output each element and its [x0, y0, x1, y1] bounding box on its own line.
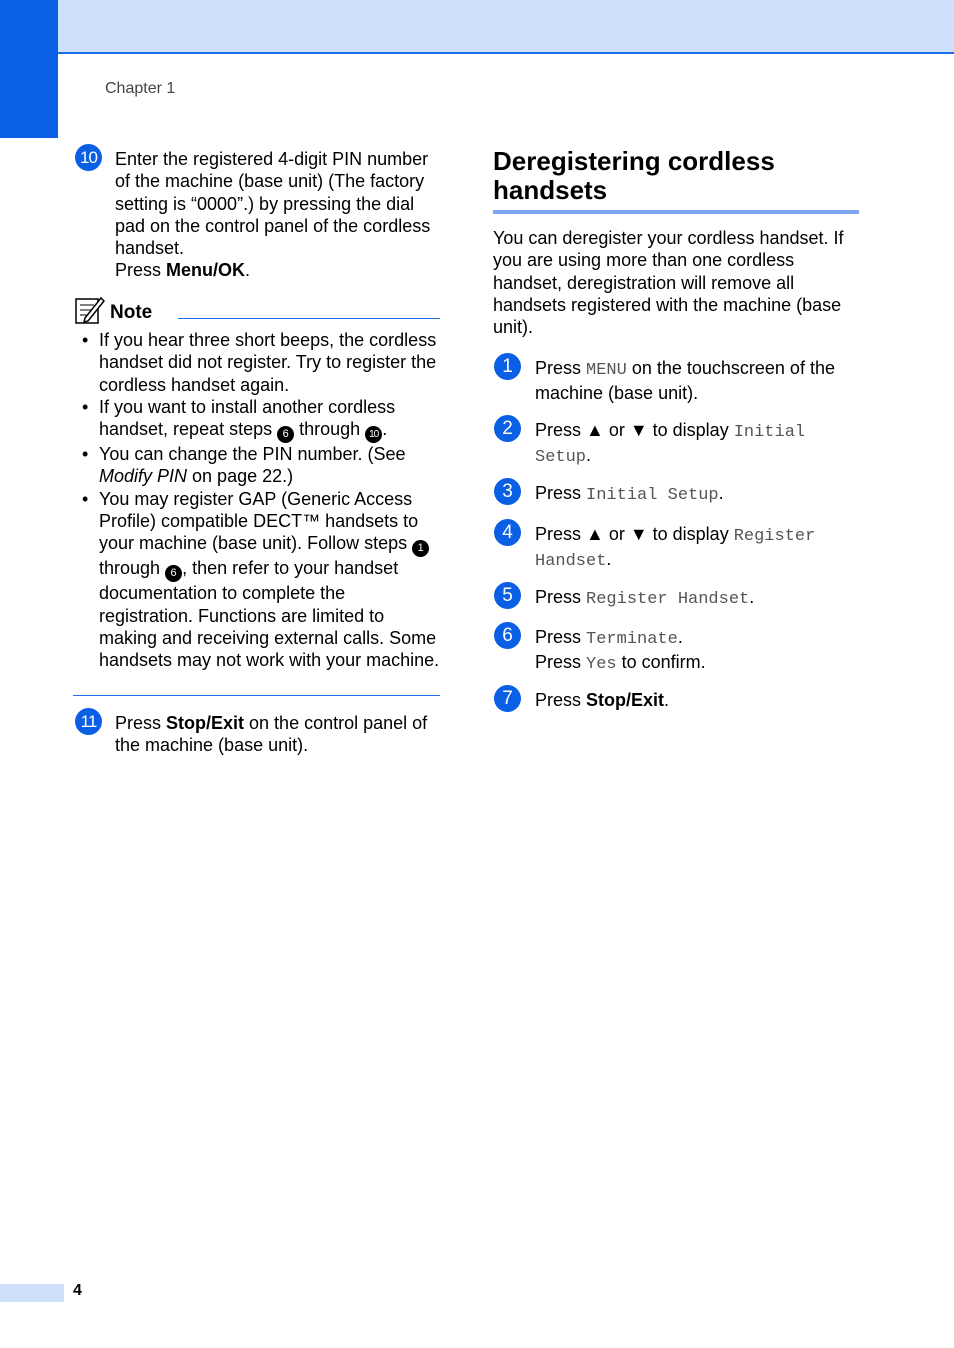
note-item: • You may register GAP (Generic Access Profile) compatible DECT™ handsets to your machine (base unit). Follow steps 1 through 6 , then refer to your handset documentation to complete the registration. Functions are limited to making and receiving external calls. Some handsets may not work with your machine. — [82, 488, 440, 671]
header-band — [0, 0, 954, 54]
section-heading: Deregistering cordless handsets — [493, 146, 775, 205]
note-rule-bottom — [73, 695, 440, 696]
note-item: • If you hear three short beeps, the cordless handset did not register. Try to register the cordless handset again. — [82, 330, 437, 395]
step-number-4: 4 — [494, 519, 521, 546]
step-2-text: Press ▲ or ▼ to display Initial Setup. — [535, 420, 806, 468]
initial-setup-option: Initial Setup — [586, 486, 719, 505]
menu-key: MENU — [586, 361, 627, 380]
step-number-2: 2 — [494, 415, 521, 442]
step-4-text: Press ▲ or ▼ to display Register Handset. — [535, 524, 816, 572]
note-title: Note — [110, 302, 153, 323]
note-item: • You can change the PIN number. (See Modify PIN on page 22.) — [82, 444, 406, 487]
step-number-3: 3 — [494, 478, 521, 505]
register-handset-option: Register — [733, 527, 816, 546]
stop-exit-key: Stop/Exit — [586, 690, 665, 710]
heading-rule — [493, 210, 859, 214]
step-10-text — [115, 148, 445, 282]
step-5-text: Press Register Handset. — [535, 587, 755, 609]
note-item: • If you want to install another cordless handset, repeat steps 6 through 10 . — [99, 396, 444, 443]
page-number-bar — [0, 1284, 64, 1302]
menu-ok-key: Menu/OK — [166, 260, 246, 281]
initial-setup-option: Initial — [733, 423, 806, 442]
step-number-1: 1 — [494, 353, 521, 380]
step-number-10: 10 — [75, 144, 102, 171]
note-pencil-icon — [75, 296, 105, 324]
note-body — [82, 329, 444, 672]
step-10-instruction: Enter the registered 4-digit PIN number of the machine (base unit) (The factory setting is “0000”.) by pressing the dial pad on the control panel of the cordless handset. — [115, 149, 431, 259]
step-number-11: 11 — [75, 708, 102, 735]
step-10-press: Press Menu/OK. — [115, 260, 251, 281]
step-ref-6: 6 — [277, 426, 294, 443]
step-3-text: Press Initial Setup. — [535, 483, 724, 505]
page-number: 4 — [73, 1282, 82, 1299]
step-ref-6: 6 — [165, 565, 182, 582]
terminate-option: Terminate — [586, 630, 678, 649]
chapter-tab — [0, 0, 58, 138]
modify-pin-link[interactable]: Modify PIN — [99, 466, 188, 487]
step-11-text: Press Stop/Exit on the control panel of the machine (base unit). — [115, 713, 428, 756]
intro-paragraph: You can deregister your cordless handset. If you are using more than one cordless handset, deregistration will remove all handsets registered with the machine (base unit). — [493, 228, 844, 338]
stop-exit-key: Stop/Exit — [166, 713, 245, 733]
step-ref-1: 1 — [412, 540, 429, 557]
note-rule-top — [178, 318, 440, 319]
step-number-7: 7 — [494, 685, 521, 712]
step-6-text: Press Terminate. Press Yes to confirm. — [535, 627, 706, 675]
yes-option: Yes — [586, 655, 617, 675]
step-number-6: 6 — [494, 622, 521, 649]
chapter-label: Chapter 1 — [105, 80, 176, 97]
step-number-5: 5 — [494, 582, 521, 609]
step-7-text: Press Stop/Exit. — [535, 690, 670, 710]
step-1-text: Press MENU on the touchscreen of the machine (base unit). — [535, 358, 835, 404]
register-handset-option: Register Handset — [586, 590, 750, 609]
step-ref-10: 10 — [365, 426, 382, 443]
